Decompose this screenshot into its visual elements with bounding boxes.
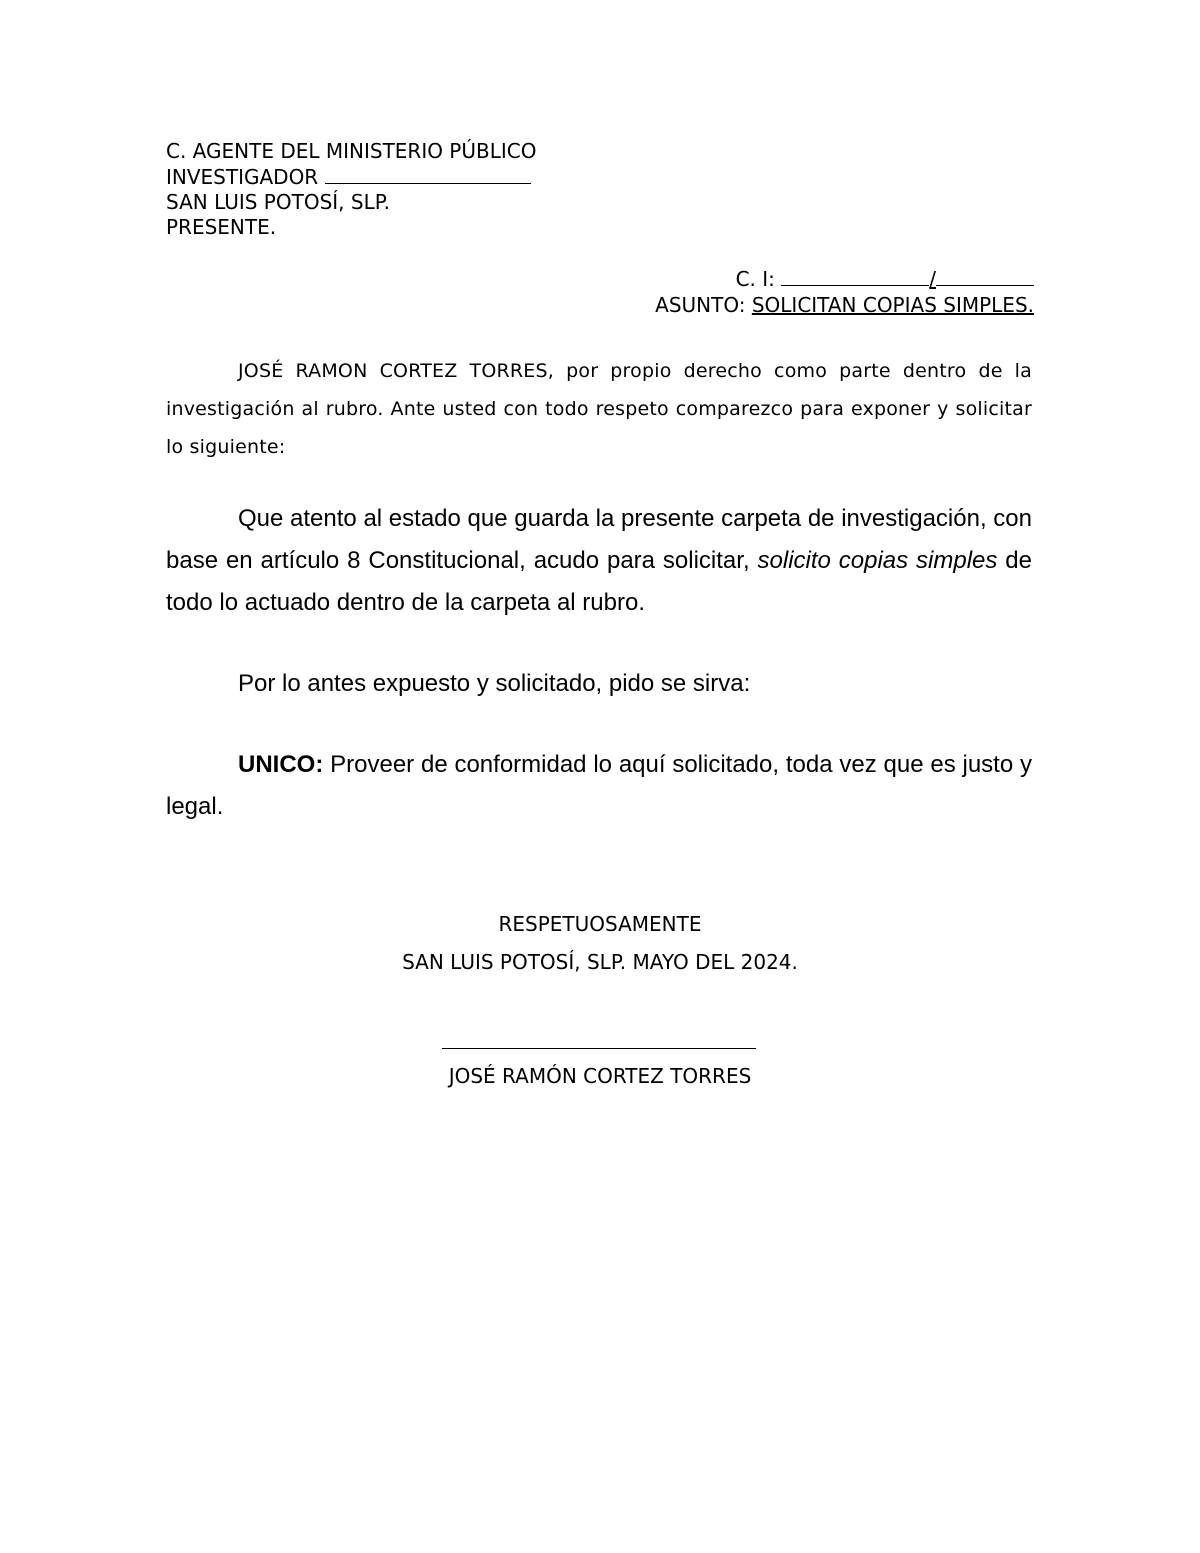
addressee-line-2 — [166, 164, 536, 190]
ci-label: C. I: — [735, 267, 775, 291]
addressee-investigador: INVESTIGADOR — [166, 165, 319, 189]
addressee-block — [166, 139, 536, 240]
addressee-line-4: PRESENTE. — [166, 215, 277, 239]
petitioner-name: JOSÉ RAMON CORTEZ TORRES — [238, 360, 548, 382]
closing-place-date: SAN LUIS POTOSÍ, SLP. MAYO DEL 2024. — [402, 950, 798, 974]
closing-respectfully: RESPETUOSAMENTE — [498, 912, 702, 936]
intro-text: , por propio derecho como parte dentro de la investigación al rubro. Ante usted con todo respeto comparezco para exponer y solicitar lo siguiente: — [166, 360, 1032, 458]
unico-paragraph — [166, 744, 1032, 828]
signature-line — [442, 1048, 756, 1049]
asunto-line — [655, 292, 1034, 318]
addressee-line-3: SAN LUIS POTOSÍ, SLP. — [166, 190, 391, 214]
unico-label: UNICO: — [238, 751, 324, 778]
signer-name: JOSÉ RAMÓN CORTEZ TORRES — [448, 1064, 752, 1088]
ci-separator: / — [929, 267, 936, 291]
investigador-blank — [325, 164, 531, 184]
intro-paragraph — [166, 352, 1032, 466]
request-paragraph — [166, 498, 1032, 624]
addressee-line-1: C. AGENTE DEL MINISTERIO PÚBLICO — [166, 139, 537, 163]
asunto-value: SOLICITAN COPIAS SIMPLES. — [751, 293, 1034, 317]
request-text-b: de todo lo actuado dentro de la carpeta al rubro. — [166, 547, 1032, 616]
ci-blank-1 — [781, 266, 929, 286]
closing-block — [0, 905, 1200, 981]
case-number-line — [655, 266, 1034, 292]
request-text-a: Que atento al estado que guarda la presente carpeta de investigación, con base en artículo 8 Constitucional, acudo para solicitar, — [166, 505, 1032, 574]
reference-block — [655, 266, 1034, 318]
petition-paragraph: Por lo antes expuesto y solicitado, pido se sirva: — [238, 670, 751, 697]
asunto-label: ASUNTO: — [655, 293, 746, 317]
request-italic: solicito copias simples — [757, 547, 998, 574]
ci-blank-2 — [936, 266, 1034, 286]
unico-text: Proveer de conformidad lo aquí solicitado, toda vez que es justo y legal. — [166, 751, 1032, 820]
